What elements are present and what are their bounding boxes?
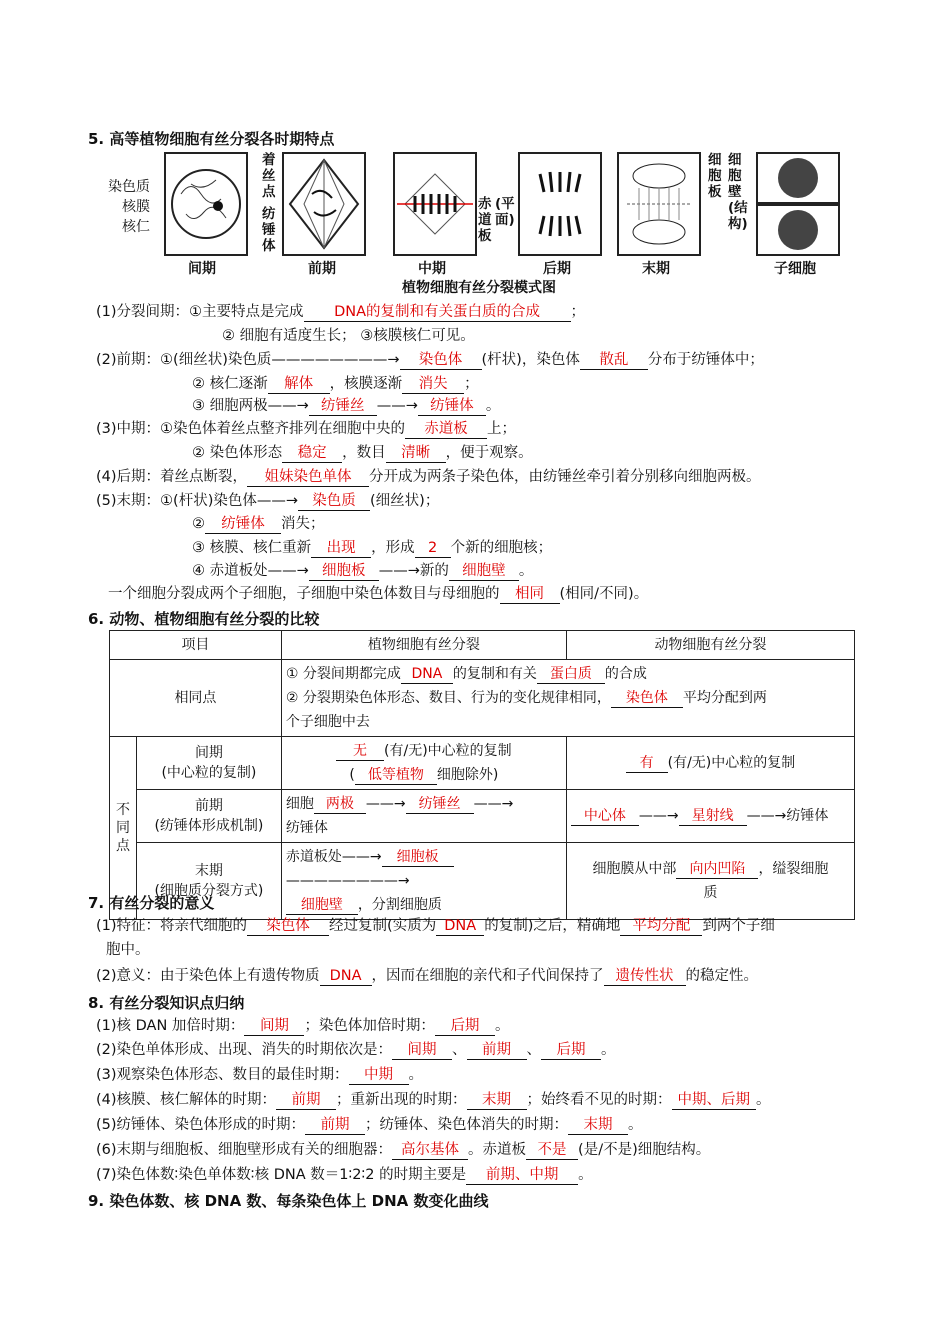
s8-line-3: (3)观察染色体形态、数目的最佳时期： 中期 。 xyxy=(96,1067,424,1083)
s8-line-4: (4)核膜、核仁解体的时期： 前期 ；重新出现的时期： 末期 ；始终看不见的时期： 中期、后期 。 xyxy=(96,1092,771,1108)
animal-prophase: 中心体 ——→ 星射线 ——→纺锤体 xyxy=(566,790,854,843)
label-centromere: 着丝点 xyxy=(262,152,276,200)
phase-daughter-cells: 子细胞 xyxy=(774,261,816,277)
plant-telophase: 赤道板处——→ 细胞板————————→ 细胞壁 ，分割细胞质 xyxy=(281,843,566,920)
s8-line-1: (1)核 DAN 加倍时期： 间期 ；染色体加倍时期： 后期 。 xyxy=(96,1018,510,1034)
daughter-cell-top xyxy=(756,152,840,204)
figure-caption: 植物细胞有丝分裂模式图 xyxy=(402,280,556,296)
phase-prophase: 前期 xyxy=(308,261,336,277)
s5-line-3: (2)前期：①(细丝状)染色质————————→ 染色体 (杆状)，染色体 散乱 分布于纺锤体中； xyxy=(96,352,764,368)
s5-line-9: (5)末期：①(杆状)染色体——→ 染色质 (细丝状)； xyxy=(96,493,440,509)
row-interphase: 间期 (中心粒的复制) xyxy=(137,737,282,790)
comparison-table xyxy=(109,630,855,920)
row-prophase: 前期 (纺锤体形成机制) xyxy=(137,790,282,843)
s5-line-1: (1)分裂间期：①主要特点是完成 DNA的复制和有关蛋白质的合成 ； xyxy=(96,304,586,320)
metaphase-cell xyxy=(393,152,477,256)
label-nucleolus: 核仁 xyxy=(122,219,150,235)
metaphase-drawing xyxy=(395,154,475,254)
daughter-cell-bottom xyxy=(756,204,840,256)
anaphase-cell xyxy=(518,152,602,256)
s8-line-2: (2)染色单体形成、出现、消失的时期依次是： 间期 、 前期 、 后期 。 xyxy=(96,1042,616,1058)
label-cell-wall: 细胞壁(结构) xyxy=(728,152,748,232)
daughter-bottom-drawing xyxy=(758,206,838,254)
header-plant: 植物细胞有丝分裂 xyxy=(281,631,566,660)
telophase-cell xyxy=(617,152,701,256)
label-plane: (平面) xyxy=(495,196,515,228)
section-9-title: 9. 染色体数、核 DNA 数、每条染色体上 DNA 数变化曲线 xyxy=(88,1192,489,1210)
label-cell-plate: 细胞板 xyxy=(708,152,722,200)
s8-line-7: (7)染色体数∶染色单体数∶核 DNA 数＝1∶2∶2 的时期主要是 前期、中期 。 xyxy=(96,1167,593,1183)
s8-line-5: (5)纺锤体、染色体形成的时期： 前期 ；纺锤体、染色体消失的时期： 末期 。 xyxy=(96,1117,643,1133)
prophase-drawing xyxy=(284,154,364,254)
s5-line-12: ④ 赤道板处——→ 细胞板 ——→新的 细胞壁 。 xyxy=(192,563,534,579)
phase-anaphase: 后期 xyxy=(543,261,571,277)
telophase-drawing xyxy=(619,154,699,254)
s5-line-5: ③ 细胞两极——→ 纺锤丝 ——→ 纺锤体 。 xyxy=(192,398,501,414)
s5-line-2: ② 细胞有适度生长； ③核膜核仁可见。 xyxy=(222,328,475,344)
s7-line-3: (2)意义：由于染色体上有遗传物质 DNA ，因而在细胞的亲代和子代间保持了 遗传性状 的稳定性。 xyxy=(96,968,759,984)
anaphase-drawing xyxy=(520,154,600,254)
s5-line-4: ② 核仁逐渐 解体 ，核膜逐渐 消失 ； xyxy=(192,376,479,392)
phase-metaphase: 中期 xyxy=(418,261,446,277)
section-8-title: 8. 有丝分裂知识点归纳 xyxy=(88,994,245,1012)
s5-line-6: (3)中期：①染色体着丝点整齐排列在细胞中央的 赤道板 上； xyxy=(96,421,517,437)
s5-line-10: ② 纺锤体 消失； xyxy=(192,516,325,532)
same-label: 相同点 xyxy=(110,660,282,737)
s5-line-11: ③ 核膜、核仁重新 出现 ，形成 2 个新的细胞核； xyxy=(192,540,553,556)
s8-line-6: (6)末期与细胞板、细胞壁形成有关的细胞器： 高尔基体 。赤道板 不是 (是/不是)细胞结构。 xyxy=(96,1142,711,1158)
s7-line-1: (1)特征：将亲代细胞的 染色体 经过复制(实质为 DNA 的复制)之后，精确地 平均分配 到两个子细 xyxy=(96,918,775,934)
label-chromatin: 染色质 xyxy=(108,179,150,195)
label-spindle: 纺锤体 xyxy=(262,206,276,254)
section-6-title: 6. 动物、植物细胞有丝分裂的比较 xyxy=(88,610,320,628)
s5-line-13: 一个细胞分裂成两个子细胞，子细胞中染色体数目与母细胞的 相同 (相同/不同)。 xyxy=(108,586,649,602)
section-7-title: 7. 有丝分裂的意义 xyxy=(88,894,215,912)
daughter-top-drawing xyxy=(758,154,838,202)
same-content: ① 分裂间期都完成 DNA 的复制和有关 蛋白质 的合成 ② 分裂期染色体形态、数目、行为的变化规律相同， 染色体 平均分配到两 个子细胞中去 xyxy=(281,660,854,737)
prophase-cell xyxy=(282,152,366,256)
header-item: 项目 xyxy=(110,631,282,660)
label-equatorial-plate: 赤道板 xyxy=(478,196,492,244)
header-animal: 动物细胞有丝分裂 xyxy=(566,631,854,660)
diff-label: 不同点 xyxy=(110,737,137,920)
section-5-title: 5. 高等植物细胞有丝分裂各时期特点 xyxy=(88,130,335,148)
plant-prophase: 细胞 两极 ——→ 纺锤丝 ——→ 纺锤体 xyxy=(281,790,566,843)
phase-telophase: 末期 xyxy=(642,261,670,277)
interphase-drawing xyxy=(166,154,246,254)
row-telophase: 末期 (细胞质分裂方式) xyxy=(137,843,282,920)
s7-line-2: 胞中。 xyxy=(106,942,150,958)
phase-interphase: 间期 xyxy=(188,261,216,277)
interphase-cell xyxy=(164,152,248,256)
plant-interphase: 无 (有/无)中心粒的复制 ( 低等植物 细胞除外) xyxy=(281,737,566,790)
answer: DNA的复制和有关蛋白质的合成 xyxy=(304,303,571,322)
animal-telophase: 细胞膜从中部 向内凹陷 ，缢裂细胞 质 xyxy=(566,843,854,920)
animal-interphase: 有 (有/无)中心粒的复制 xyxy=(566,737,854,790)
s5-line-8: (4)后期：着丝点断裂， 姐妹染色单体 分开成为两条子染色体，由纺锤丝牵引着分别移向细胞两极。 xyxy=(96,469,761,485)
s5-line-7: ② 染色体形态 稳定 ，数目 清晰 ，便于观察。 xyxy=(192,445,533,461)
label-nuclear-membrane: 核膜 xyxy=(122,199,150,215)
